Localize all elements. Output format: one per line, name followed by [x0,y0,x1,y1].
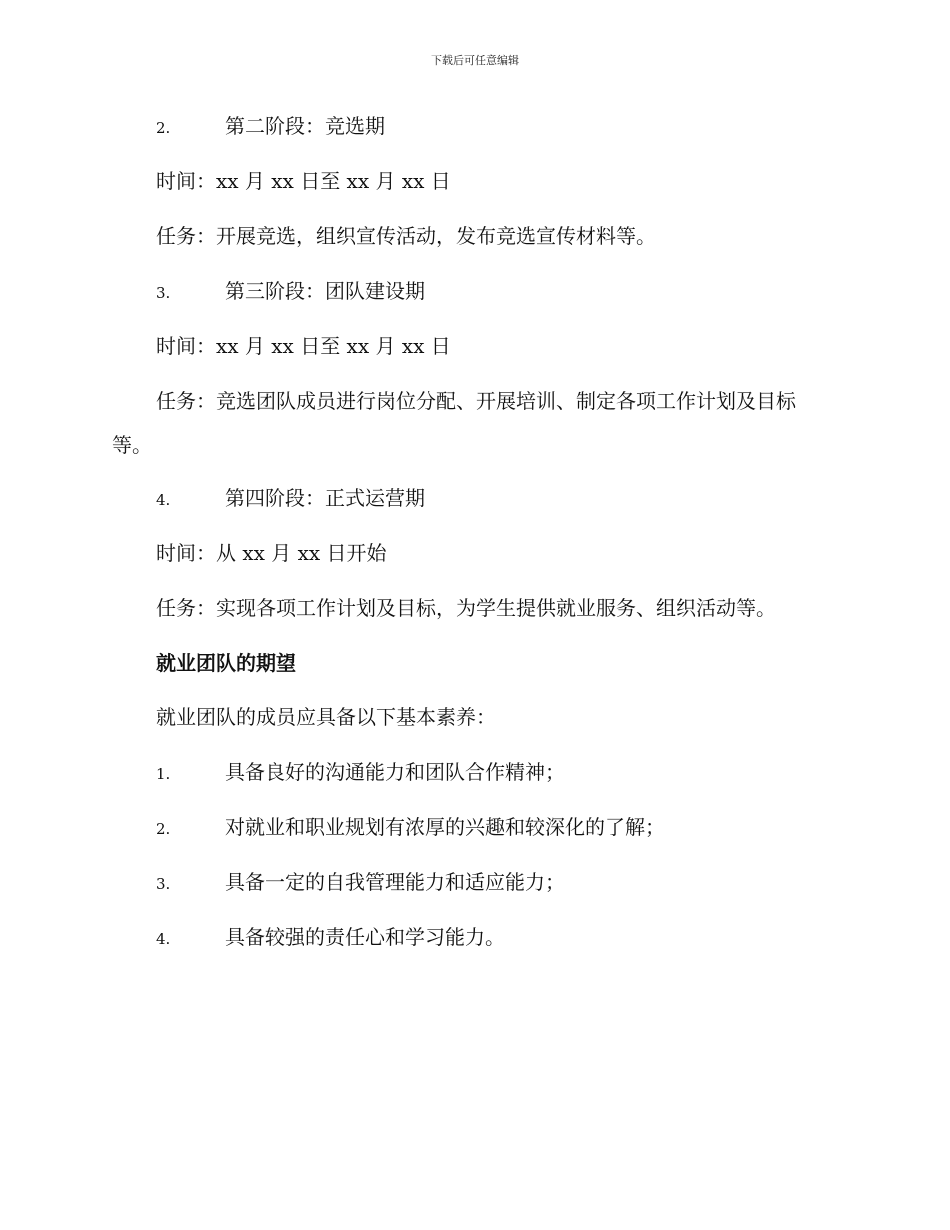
stage2-title: 第二阶段：竞选期 [225,114,385,138]
list-item-number: 4. [156,930,171,948]
section-intro: 就业团队的成员应具备以下基本素养： [156,705,496,729]
stage2-task: 任务：开展竞选，组织宣传活动，发布竞选宣传材料等。 [156,224,656,248]
stage2-time: 时间：xx 月 xx 日至 xx 月 xx 日 [156,169,451,193]
stage4-time: 时间：从 xx 月 xx 日开始 [156,541,387,565]
list-item-number: 3. [156,875,171,893]
list-item-text: 对就业和职业规划有浓厚的兴趣和较深化的了解； [225,815,665,839]
list-item-number: 2. [156,820,171,838]
stage4-number: 4. [156,491,171,509]
stage3-task: 任务：竞选团队成员进行岗位分配、开展培训、制定各项工作计划及目标等。 [112,389,796,457]
stage4-title: 第四阶段：正式运营期 [225,486,425,510]
stage4-task: 任务：实现各项工作计划及目标，为学生提供就业服务、组织活动等。 [156,596,776,620]
list-item-text: 具备较强的责任心和学习能力。 [225,925,505,949]
stage2-number: 2. [156,119,171,137]
page-header: 下载后可任意编辑 [431,54,519,67]
section-heading: 就业团队的期望 [156,651,296,675]
list-item-text: 具备一定的自我管理能力和适应能力； [225,870,565,894]
stage3-time: 时间：xx 月 xx 日至 xx 月 xx 日 [156,334,451,358]
list-item-text: 具备良好的沟通能力和团队合作精神； [225,760,565,784]
stage3-number: 3. [156,284,171,302]
stage3-title: 第三阶段：团队建设期 [225,279,425,303]
list-item-number: 1. [156,765,171,783]
